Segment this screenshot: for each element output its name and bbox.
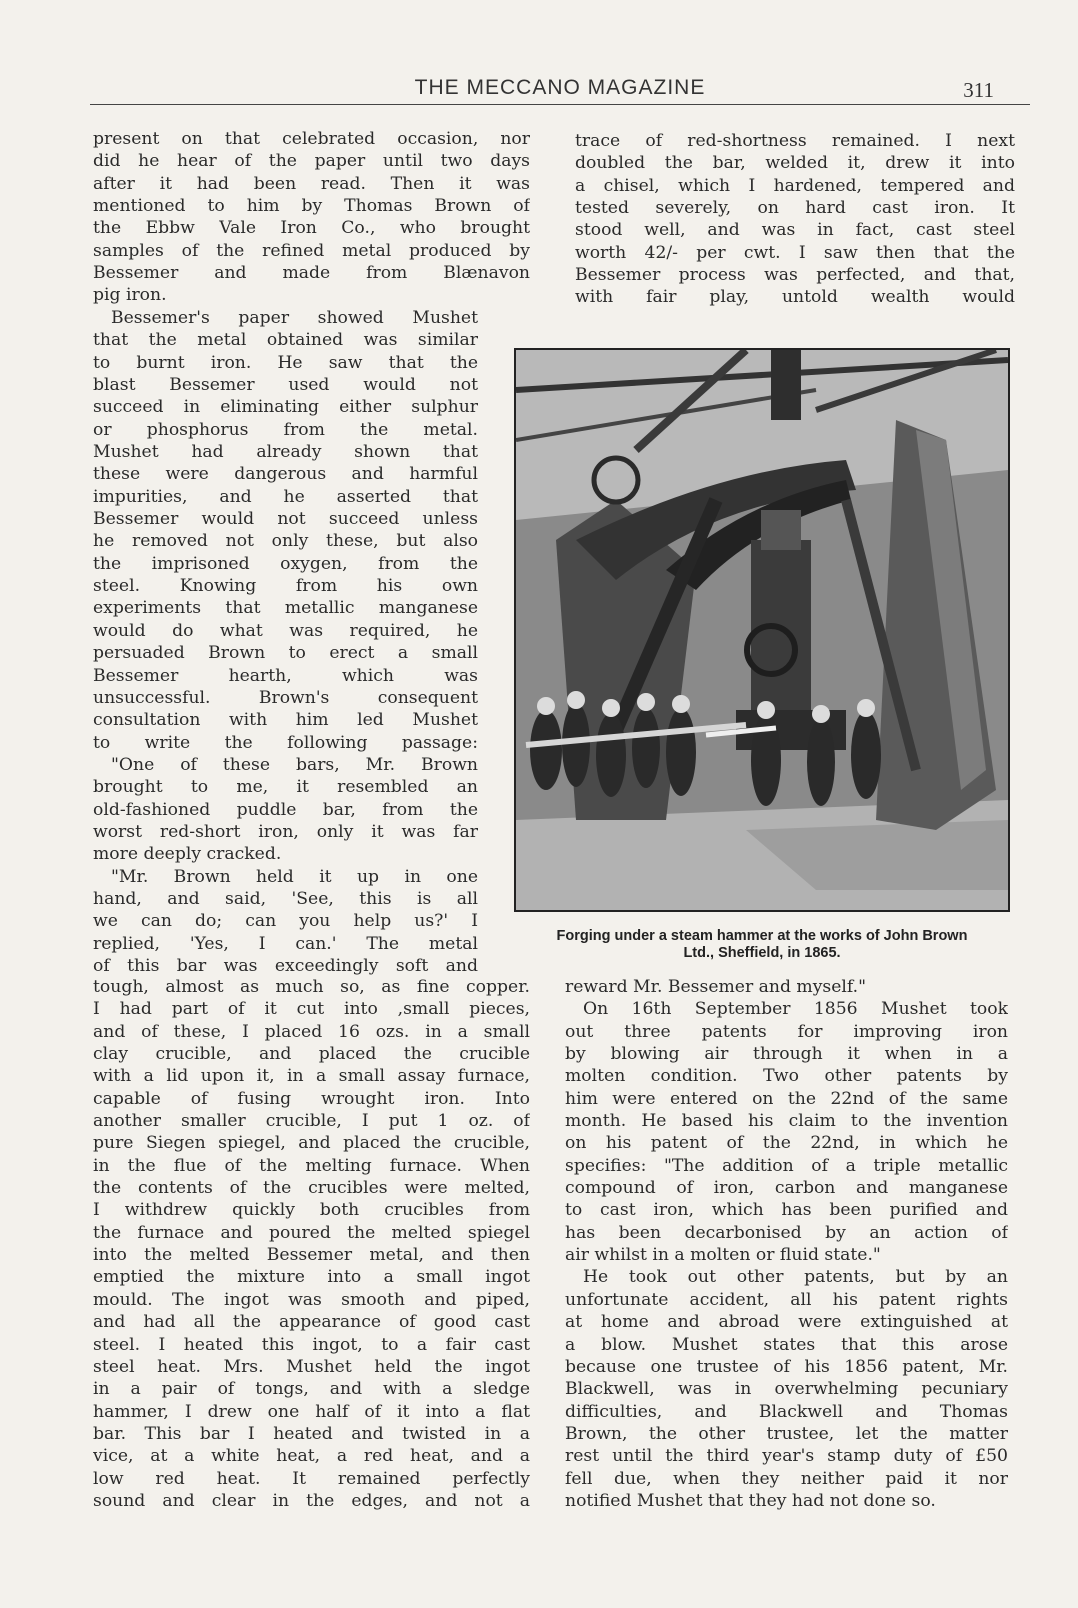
column-left-narrow [93, 307, 478, 977]
text-line: "One of these bars, Mr. Brown [111, 754, 478, 775]
column-left-top [93, 128, 530, 307]
text-line: Mushet had already shown that [93, 442, 478, 463]
text-line: Bessemer hearth, which was [93, 665, 478, 686]
text-line: persuaded Brown to erect a small [93, 643, 478, 664]
text-line: molten condition. Two other patents by [565, 1066, 1008, 1087]
text-line: capable of fusing wrought iron. Into [93, 1088, 530, 1109]
text-line: the contents of the crucibles were melted, [93, 1178, 530, 1199]
text-line: worth 42/- per cwt. I saw then that the [575, 242, 1015, 263]
steam-hammer-illustration [516, 350, 1008, 910]
text-line: steel. I heated this ingot, to a fair cast [93, 1334, 530, 1355]
text-line: I had part of it cut into ,small pieces, [93, 999, 530, 1020]
steam-hammer-photo [514, 348, 1010, 912]
page-header [90, 74, 1030, 105]
text-line: Blackwell, was in overwhelming pecuniary [565, 1379, 1008, 1400]
text-line: replied, 'Yes, I can.' The metal [93, 933, 478, 954]
text-line: hammer, I drew one half of it into a flat [93, 1401, 530, 1422]
caption-line-2: Ltd., Sheffield, in 1865. [683, 945, 841, 961]
text-line: He took out other patents, but by an [583, 1267, 1008, 1288]
text-line: hand, and said, 'See, this is all [93, 888, 478, 909]
text-line: did he hear of the paper until two days [93, 151, 530, 172]
column-right-bottom [565, 976, 1008, 1512]
text-line: stood well, and was in fact, cast steel [575, 220, 1015, 241]
text-line: doubled the bar, welded it, drew it into [575, 153, 1015, 174]
text-line: unsuccessful. Brown's consequent [93, 687, 478, 708]
text-line: these were dangerous and harmful [93, 464, 478, 485]
text-line: the furnace and poured the melted spiegel [93, 1222, 530, 1243]
text-line: to burnt iron. He saw that the [93, 352, 478, 373]
text-line: because one trustee of his 1856 patent, Mr. [565, 1356, 1008, 1377]
text-line: with a lid upon it, in a small assay furnace, [93, 1066, 530, 1087]
text-line: or phosphorus from the metal. [93, 419, 478, 440]
text-line: to write the following passage: [93, 732, 478, 753]
text-line: impurities, and he asserted that [93, 486, 478, 507]
text-line: rest until the third year's stamp duty of £50 [565, 1446, 1008, 1467]
text-line: he removed not only these, but also [93, 531, 478, 552]
text-line: sound and clear in the edges, and not a [93, 1490, 530, 1511]
text-line: of this bar was exceedingly soft and [93, 955, 478, 976]
text-line: succeed in eliminating either sulphur [93, 397, 478, 418]
text-line: bar. This bar I heated and twisted in a [93, 1423, 530, 1444]
text-line: would do what was required, he [93, 620, 478, 641]
text-line: with fair play, untold wealth would [575, 287, 1015, 308]
text-line: on his patent of the 22nd, in which he [565, 1133, 1008, 1154]
text-line: Brown, the other trustee, let the matter [565, 1423, 1008, 1444]
text-line: steel heat. Mrs. Mushet held the ingot [93, 1356, 530, 1377]
text-line: Bessemer's paper showed Mushet [111, 308, 478, 328]
text-line: low red heat. It remained perfectly [93, 1468, 530, 1489]
text-line: the Ebbw Vale Iron Co., who brought [93, 218, 530, 239]
text-line: a chisel, which I hardened, tempered and [575, 175, 1015, 196]
text-line: consultation with him led Mushet [93, 710, 478, 731]
text-line: fell due, when they neither paid it nor [565, 1468, 1008, 1489]
text-line: mould. The ingot was smooth and piped, [93, 1289, 530, 1310]
text-line: tough, almost as much so, as fine copper. [93, 977, 530, 997]
text-line: worst red-short iron, only it was far [93, 821, 478, 842]
text-line: clay crucible, and placed the crucible [93, 1044, 530, 1065]
text-line: On 16th September 1856 Mushet took [583, 999, 1008, 1020]
text-line: experiments that metallic manganese [93, 598, 478, 619]
text-line: vice, at a white heat, a red heat, and a [93, 1446, 530, 1467]
text-line: reward Mr. Bessemer and myself." [565, 977, 867, 997]
text-line: unfortunate accident, all his patent rights [565, 1289, 1008, 1310]
text-line: and of these, I placed 16 ozs. in a small [93, 1021, 530, 1042]
text-line: old-fashioned puddle bar, from the [93, 799, 478, 820]
text-line: Bessemer would not succeed unless [93, 509, 478, 530]
photo-caption [504, 928, 1020, 962]
text-line: to cast iron, which has been purified and [565, 1200, 1008, 1221]
text-line: blast Bessemer used would not [93, 375, 478, 396]
text-line: brought to me, it resembled an [93, 777, 478, 798]
text-line: present on that celebrated occasion, nor [93, 129, 530, 149]
text-line: into the melted Bessemer metal, and then [93, 1245, 530, 1266]
text-line: more deeply cracked. [93, 844, 282, 865]
text-line: Bessemer and made from Blænavon [93, 263, 530, 284]
text-line: air whilst in a molten or fluid state." [565, 1245, 881, 1266]
text-line: month. He based his claim to the invention [565, 1111, 1008, 1132]
page-number: 311 [963, 78, 994, 102]
text-line: mentioned to him by Thomas Brown of [93, 196, 530, 217]
text-line: a blow. Mushet states that this arose [565, 1334, 1008, 1355]
text-line: trace of red-shortness remained. I next [575, 131, 1015, 151]
text-line: after it had been read. Then it was [93, 173, 530, 194]
magazine-title: THE MECCANO MAGAZINE [414, 76, 706, 99]
text-line: Bessemer process was perfected, and that, [575, 265, 1015, 286]
text-line: "Mr. Brown held it up in one [111, 866, 478, 887]
text-line: samples of the refined metal produced by [93, 240, 530, 261]
text-line: specifies: "The addition of a triple metallic [565, 1155, 1008, 1176]
text-line: steel. Knowing from his own [93, 576, 478, 597]
text-line: that the metal obtained was similar [93, 330, 478, 351]
text-line: compound of iron, carbon and manganese [565, 1178, 1008, 1199]
column-right-top [575, 130, 1015, 309]
text-line: in the flue of the melting furnace. When [93, 1155, 530, 1176]
text-line: we can do; can you help us?' I [93, 911, 478, 932]
text-line: difficulties, and Blackwell and Thomas [565, 1401, 1008, 1422]
text-line: in a pair of tongs, and with a sledge [93, 1379, 530, 1400]
text-line: emptied the mixture into a small ingot [93, 1267, 530, 1288]
text-line: him were entered on the 22nd of the same [565, 1088, 1008, 1109]
text-line: out three patents for improving iron [565, 1021, 1008, 1042]
text-line: I withdrew quickly both crucibles from [93, 1200, 530, 1221]
text-line: by blowing air through it when in a [565, 1044, 1008, 1065]
column-left-bottom [93, 976, 530, 1512]
text-line: notified Mushet that they had not done so. [565, 1490, 936, 1511]
text-line: the imprisoned oxygen, from the [93, 553, 478, 574]
text-line: tested severely, on hard cast iron. It [575, 198, 1015, 219]
text-line: has been decarbonised by an action of [565, 1222, 1008, 1243]
text-line: and had all the appearance of good cast [93, 1312, 530, 1333]
caption-line-1: Forging under a steam hammer at the works of John Brown [556, 928, 968, 944]
text-line: pig iron. [93, 285, 167, 306]
text-line: pure Siegen spiegel, and placed the crucible, [93, 1133, 530, 1154]
text-line: another smaller crucible, I put 1 oz. of [93, 1111, 530, 1132]
text-line: at home and abroad were extinguished at [565, 1312, 1008, 1333]
